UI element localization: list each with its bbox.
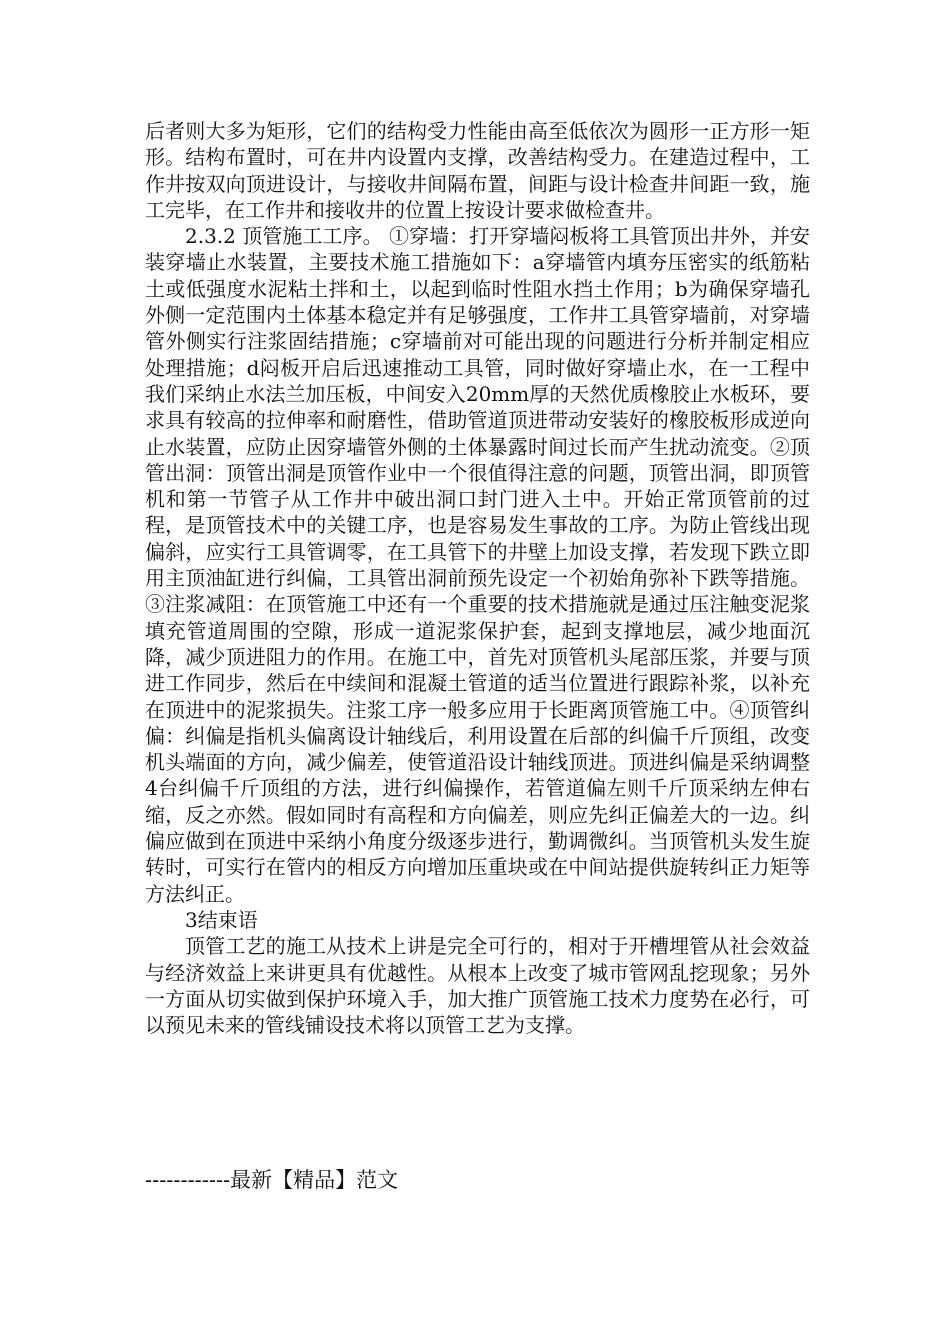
- document-body: [145, 118, 810, 1038]
- page-footer: ------------最新【精品】范文: [145, 1168, 399, 1192]
- paragraph-construction-procedures: 2.3.2 顶管施工工序。 ①穿墙：打开穿墙闷板将工具管顶出井外，并安装穿墙止水装置，主要技术施工措施如下：a穿墙管内填夯压密实的纸筋粘土或低强度水泥粘土拌和土，以起到临时性阻水挡土作用；b为确保穿墙孔外侧一定范围内土体基本稳定并有足够强度，工作井工具管穿墙前，对穿墙管外侧实行注浆固结措施；c穿墙前对可能出现的问题进行分析并制定相应处理措施；d闷板开启后迅速推动工具管，同时做好穿墙止水，在一工程中我们采纳止水法兰加压板，中间安入20mm厚的天然优质橡胶止水板环，要求具有较高的拉伸率和耐磨性，借助管道顶进带动安装好的橡胶板形成逆向止水装置，应防止因穿墙管外侧的土体暴露时间过长而产生扰动流变。②顶管出洞：顶管出洞是顶管作业中一个很值得注意的问题，顶管出洞，即顶管机和第一节管子从工作井中破出洞口封门进入土中。开始正常顶管前的过程，是顶管技术中的关键工序，也是容易发生事故的工序。为防止管线出现偏斜，应实行工具管调零，在工具管下的井壁上加设支撑，若发现下跌立即用主顶油缸进行纠偏，工具管出洞前预先设定一个初始角弥补下跌等措施。③注浆减阻：在顶管施工中还有一个重要的技术措施就是通过压注触变泥浆填充管道周围的空隙，形成一道泥浆保护套，起到支撑地层，减少地面沉降，减少顶进阻力的作用。在施工中，首先对顶管机头尾部压浆，并要与顶进工作同步，然后在中续间和混凝土管道的适当位置进行跟踪补浆，以补充在顶进中的泥浆损失。注浆工序一般多应用于长距离顶管施工中。④顶管纠偏：纠偏是指机头偏离设计轴线后，利用设置在后部的纠偏千斤顶组，改变机头端面的方向，减少偏差，使管道沿设计轴线顶进。顶进纠偏是采纳调整4台纠偏千斤顶组的方法，进行纠偏操作，若管道偏左则千斤顶采纳左伸右缩，反之亦然。假如同时有高程和方向偏差，则应先纠正偏差大的一边。纠偏应做到在顶进中采纳小角度分级逐步进行，勤调微纠。当顶管机头发生旋转时，可实行在管内的相反方向增加压重块或在中间站提供旋转纠正力矩等方法纠正。: [145, 224, 810, 906]
- section-heading-conclusion: 3结束语: [185, 907, 258, 932]
- paragraph-conclusion: 顶管工艺的施工从技术上讲是完全可行的，相对于开槽埋管从社会效益与经济效益上来讲更具有优越性。从根本上改变了城市管网乱挖现象；另外一方面从切实做到保护环境入手，加大推广顶管施工技术力度势在必行，可以预见未来的管线铺设技术将以顶管工艺为支撑。: [145, 934, 810, 1038]
- paragraph-structure-layout: 后者则大多为矩形，它们的结构受力性能由高至低依次为圆形一正方形一矩形。结构布置时，可在井内设置内支撑，改善结构受力。在建造过程中，工作井按双向顶进设计，与接收井间隔布置，间距与设计检查井间距一致，施工完毕，在工作井和接收井的位置上按设计要求做检查井。: [145, 119, 810, 222]
